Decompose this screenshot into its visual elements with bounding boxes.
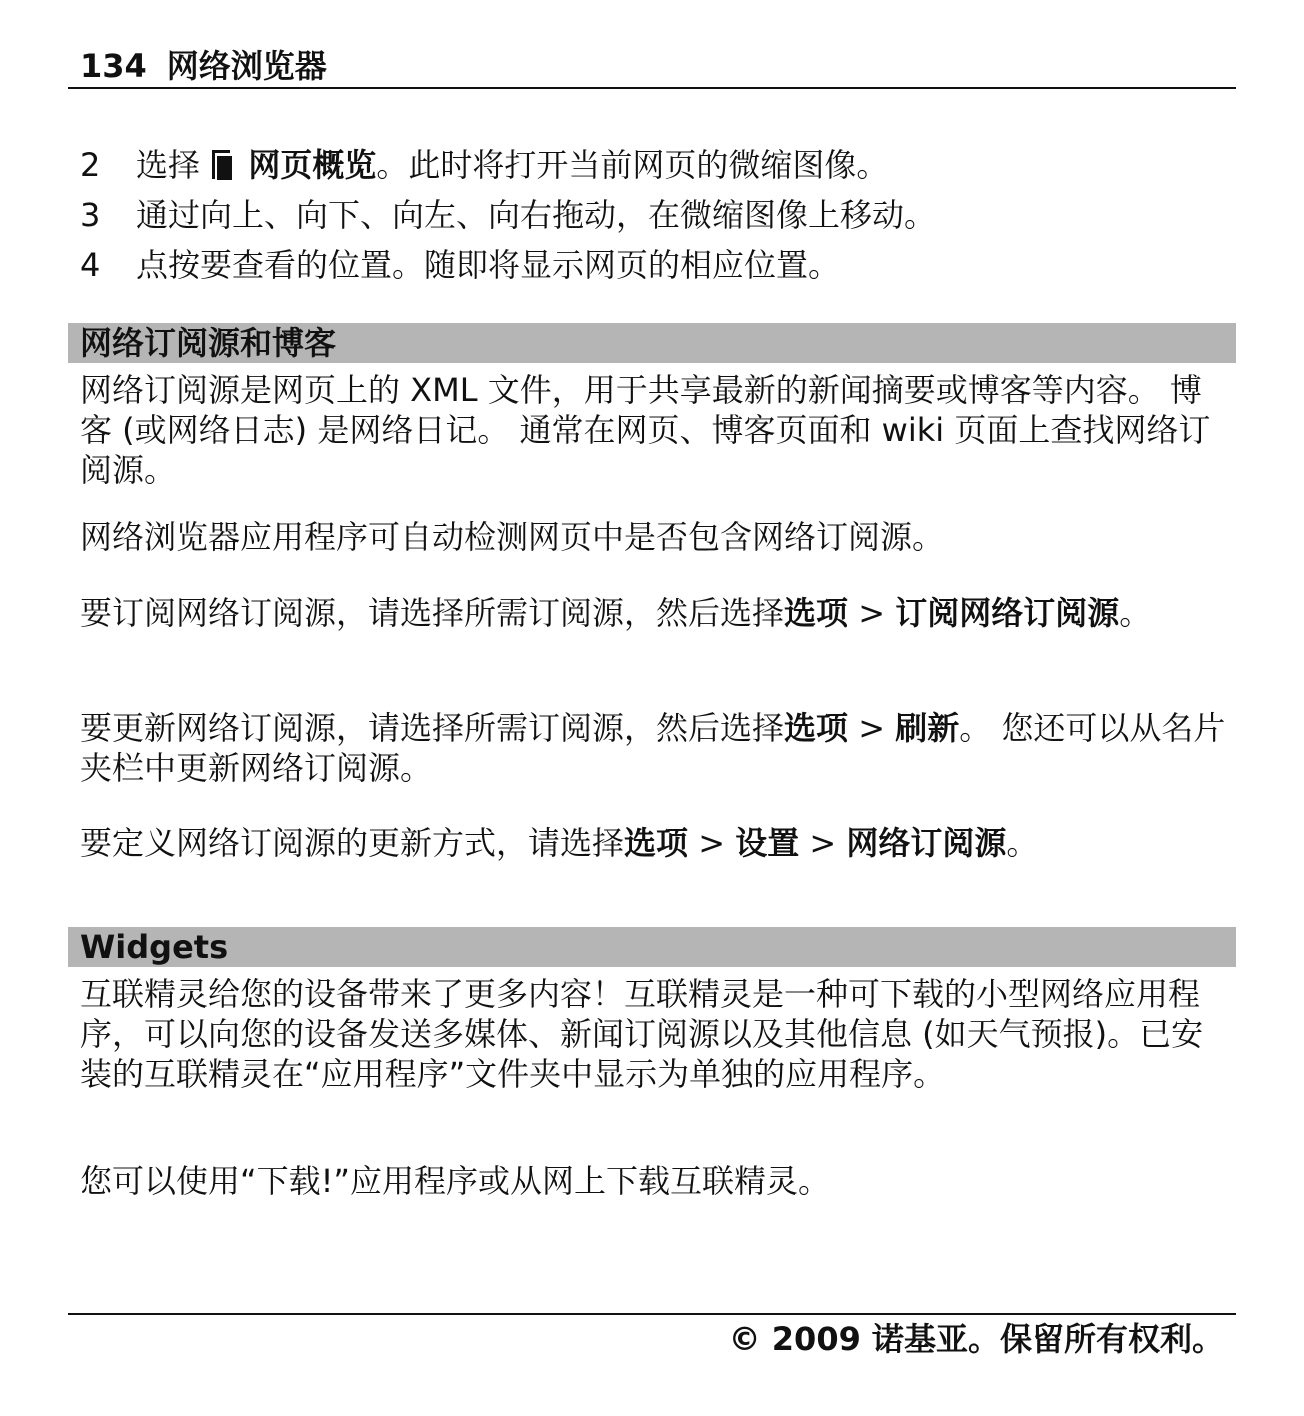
p5-end: 。: [1006, 824, 1039, 862]
header-rule: [68, 87, 1236, 89]
menu-separator: >: [688, 824, 736, 862]
menu-separator: >: [799, 824, 847, 862]
menu-subscribe-feeds: 订阅网络订阅源: [895, 594, 1120, 632]
p4-end: 。 您还可以从名片夹栏中更新网络订阅源。: [80, 709, 1226, 787]
feeds-section-header: [68, 323, 1236, 363]
footer-copyright: © 2009 诺基亚。保留所有权利。: [728, 1320, 1224, 1358]
page-header: [80, 44, 327, 88]
step-number: 3: [80, 196, 101, 234]
step-list: [80, 140, 1230, 290]
page-overview-icon: [212, 150, 232, 180]
menu-options: 选项: [624, 824, 689, 862]
step-item: [80, 140, 1230, 190]
p5-text: 要定义网络订阅源的更新方式，请选择: [80, 824, 625, 862]
step-text-pre: 选择: [136, 146, 201, 184]
p4-text: 要更新网络订阅源，请选择所需订阅源，然后选择: [80, 709, 785, 747]
step-number: 4: [80, 246, 101, 284]
feeds-paragraph-4: [80, 708, 1230, 788]
widgets-section-header: [68, 927, 1236, 967]
feeds-paragraph-1: 网络订阅源是网页上的 XML 文件，用于共享最新的新闻摘要或博客等内容。 博客 (或网络日志) 是网络日记。 通常在网页、博客页面和 wiki 页面上查找网络订阅源。: [80, 371, 1211, 489]
menu-options: 选项: [784, 709, 849, 747]
widgets-paragraph-1: 互联精灵给您的设备带来了更多内容！互联精灵是一种可下载的小型网络应用程序，可以向您的设备发送多媒体、新闻订阅源以及其他信息 (如天气预报)。已安装的互联精灵在“应用程序”文件夹中显示为单独的应用程序。: [80, 975, 1204, 1093]
footer-rule: [68, 1313, 1236, 1315]
feeds-paragraph-2: 网络浏览器应用程序可自动检测网页中是否包含网络订阅源。: [80, 518, 945, 556]
step-text: 点按要查看的位置。随即将显示网页的相应位置。: [136, 246, 841, 284]
page-number: 134: [80, 47, 147, 85]
chapter-title: 网络浏览器: [166, 47, 327, 85]
menu-separator: >: [848, 709, 896, 747]
step-item: [80, 190, 1230, 240]
step-item: [80, 240, 1230, 290]
step-text-post: 。此时将打开当前网页的微缩图像。: [376, 146, 889, 184]
feeds-paragraph-5: [80, 823, 1230, 863]
p3-end: 。: [1119, 594, 1152, 632]
menu-separator: >: [848, 594, 896, 632]
feeds-section-title: 网络订阅源和博客: [80, 324, 337, 362]
page-overview-label: 网页概览: [248, 146, 377, 184]
menu-web-feeds: 网络订阅源: [846, 824, 1007, 862]
menu-settings: 设置: [735, 824, 800, 862]
menu-refresh: 刷新: [895, 709, 960, 747]
step-text: 通过向上、向下、向左、向右拖动，在微缩图像上移动。: [136, 196, 937, 234]
feeds-paragraph-3: [80, 593, 1230, 633]
widgets-paragraph-2: 您可以使用“下载!”应用程序或从网上下载互联精灵。: [80, 1162, 830, 1200]
step-number: 2: [80, 146, 101, 184]
step-text: [136, 140, 888, 190]
p3-text: 要订阅网络订阅源，请选择所需订阅源，然后选择: [80, 594, 785, 632]
menu-options: 选项: [784, 594, 849, 632]
widgets-section-title: Widgets: [80, 928, 229, 966]
